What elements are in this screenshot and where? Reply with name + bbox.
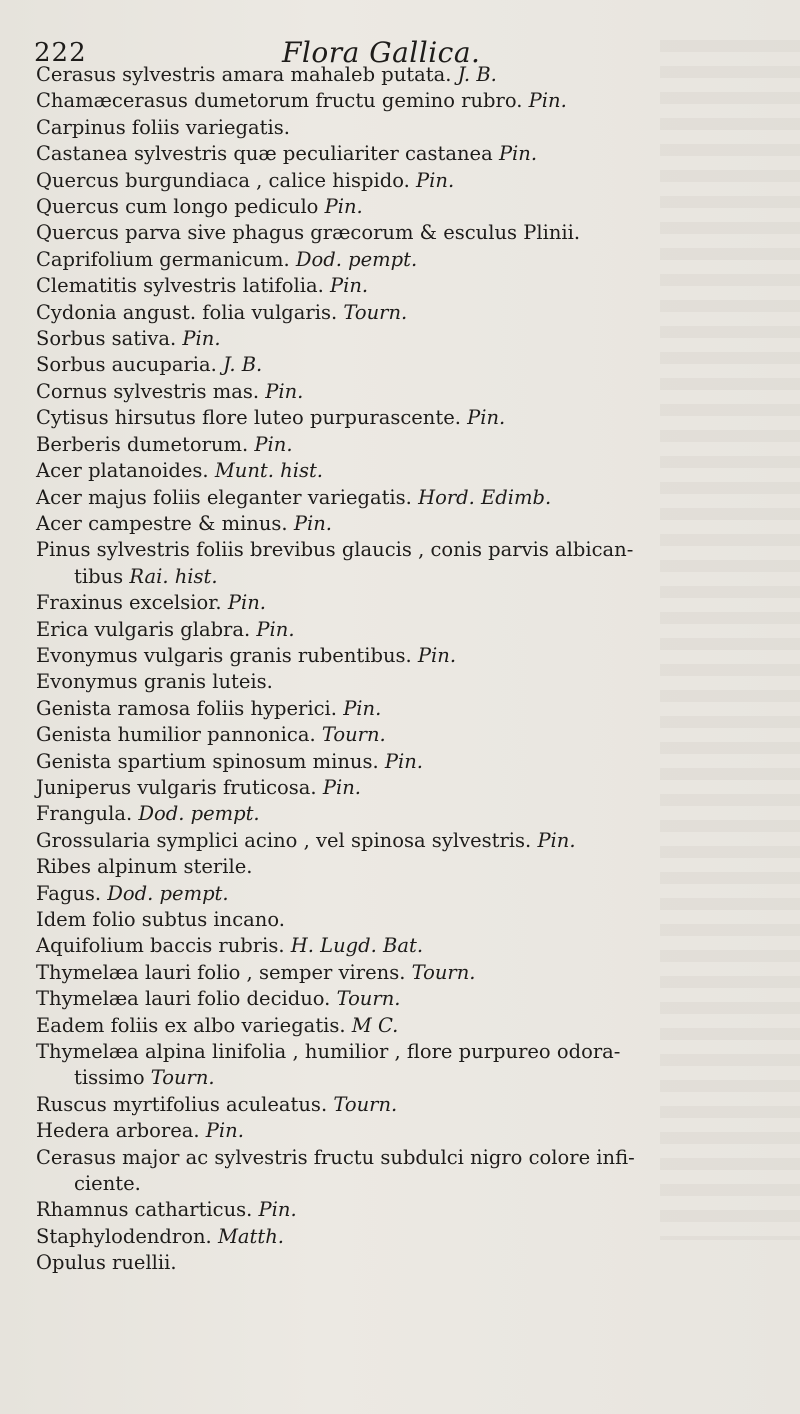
entry-text: Aquifolium baccis rubris.: [36, 934, 285, 958]
entry-authority: Pin.: [498, 142, 538, 166]
entry-authority: Pin.: [265, 379, 304, 403]
plant-entry: [36, 247, 776, 273]
entry-authority: H. Lugd. Bat.: [290, 934, 424, 958]
plant-entry: [36, 749, 776, 775]
entry-authority: Pin.: [205, 1119, 244, 1143]
entry-authority: Pin.: [343, 696, 382, 720]
plant-entry: [36, 907, 776, 933]
entry-authority: Pin.: [329, 274, 369, 298]
plant-entry: [36, 168, 776, 194]
plant-entry: [36, 88, 776, 114]
entry-text: Acer platanoides.: [36, 459, 209, 483]
entry-text: Idem folio subtus incano.: [36, 908, 285, 931]
plant-entry: [36, 1197, 776, 1223]
plant-entry: [36, 669, 776, 695]
entry-text: Evonymus granis luteis.: [36, 670, 273, 694]
entry-authority: Pin.: [227, 591, 266, 615]
entry-authority: Tourn.: [411, 960, 476, 984]
entry-text: Fraxinus excelsior.: [36, 591, 222, 615]
continuation-text: tibus: [74, 564, 124, 588]
plant-entry: [36, 1013, 776, 1039]
entry-text: Staphylodendron.: [36, 1224, 212, 1248]
entry-authority: J. B.: [457, 63, 497, 86]
entry-text: Genista spartium spinosum minus.: [36, 749, 379, 773]
plant-entry: [36, 300, 776, 326]
entry-text: Rhamnus catharticus.: [36, 1198, 253, 1222]
entry-text: Acer campestre & minus.: [36, 511, 288, 535]
entry-authority: Tourn.: [321, 723, 386, 747]
plant-entry: [36, 62, 776, 88]
plant-entry: [36, 458, 776, 484]
entry-authority: Pin.: [416, 168, 455, 192]
plant-entry: [36, 801, 776, 827]
plant-entry: [36, 405, 776, 431]
running-title: Flora Gallica.: [282, 36, 481, 69]
entry-text: Quercus parva sive phagus græcorum & esculus Plinii.: [36, 221, 581, 245]
plant-entry: [36, 722, 776, 748]
entry-authority: Tourn.: [343, 300, 408, 324]
entry-text: Grossularia symplici acino , vel spinosa sylvestris.: [36, 828, 532, 852]
plant-entry: [36, 1224, 776, 1250]
entry-authority: Matth.: [217, 1224, 284, 1248]
entry-text: Acer majus foliis eleganter variegatis.: [36, 485, 412, 509]
continuation-text: tissimo: [74, 1066, 145, 1090]
entry-authority: Pin.: [528, 89, 567, 113]
plant-entry: [36, 485, 776, 511]
plant-entry: [36, 511, 776, 537]
plant-entry: [36, 854, 776, 880]
entry-continuation: [36, 1065, 776, 1091]
entry-text: Juniperus vulgaris fruticosa.: [36, 775, 317, 799]
entry-text: Clematitis sylvestris latifolia.: [36, 274, 324, 298]
plant-entry: [36, 696, 776, 722]
entry-text: Hedera arborea.: [36, 1119, 200, 1143]
entry-text: Genista humilior pannonica.: [36, 723, 316, 747]
plant-entry: [36, 775, 776, 801]
entry-authority: M C.: [351, 1013, 399, 1037]
entry-text: Eadem foliis ex albo variegatis.: [36, 1013, 346, 1037]
entry-authority: Tourn.: [150, 1066, 215, 1090]
plant-entry: [36, 273, 776, 299]
plant-entry: [36, 828, 776, 854]
plant-entry: [36, 1092, 776, 1118]
entry-text: Opulus ruellii.: [36, 1251, 177, 1275]
plant-list: [36, 62, 776, 1277]
entry-authority: Dod. pempt.: [295, 247, 418, 271]
entry-text: Thymelæa lauri folio , semper virens.: [36, 960, 406, 984]
entry-text: Castanea sylvestris quæ peculiariter castanea: [36, 142, 493, 166]
entry-text: Carpinus foliis variegatis.: [36, 115, 290, 139]
entry-authority: Pin.: [256, 617, 295, 641]
entry-authority: Tourn.: [333, 1092, 398, 1116]
entry-text: Evonymus vulgaris granis rubentibus.: [36, 643, 412, 667]
entry-authority: Munt. hist.: [214, 459, 323, 483]
entry-text: Erica vulgaris glabra.: [36, 617, 251, 641]
entry-text: Ruscus myrtifolius aculeatus.: [36, 1092, 328, 1116]
plant-entry: [36, 1145, 776, 1198]
entry-authority: Hord. Edimb.: [418, 485, 552, 509]
entry-authority: Pin.: [258, 1198, 297, 1222]
entry-authority: Rai. hist.: [129, 564, 218, 588]
plant-entry: [36, 1118, 776, 1144]
page-number: 222: [34, 38, 87, 68]
entry-text: Frangula.: [36, 802, 133, 826]
entry-authority: J. B.: [223, 353, 263, 377]
continuation-text: ciente.: [74, 1172, 141, 1196]
entry-authority: Pin.: [322, 775, 361, 799]
entry-text: Thymelæa alpina linifolia , humilior , flore purpureo odora-: [36, 1040, 621, 1064]
entry-authority: Dod. pempt.: [107, 881, 229, 905]
plant-entry: [36, 537, 776, 590]
entry-text: Quercus burgundiaca , calice hispido.: [36, 168, 410, 192]
plant-entry: [36, 432, 776, 458]
plant-entry: [36, 960, 776, 986]
entry-authority: Pin.: [293, 511, 332, 535]
entry-authority: Pin.: [384, 749, 423, 773]
entry-text: Cytisus hirsutus flore luteo purpurascente.: [36, 406, 461, 430]
entry-continuation: [36, 564, 776, 590]
entry-text: Quercus cum longo pediculo: [36, 195, 319, 219]
plant-entry: [36, 617, 776, 643]
entry-text: Cornus sylvestris mas.: [36, 379, 260, 403]
plant-entry: [36, 352, 776, 378]
entry-authority: Pin.: [467, 406, 506, 430]
plant-entry: [36, 141, 776, 167]
plant-entry: [36, 1039, 776, 1092]
entry-continuation: [36, 1171, 776, 1197]
plant-entry: [36, 326, 776, 352]
entry-text: Chamæcerasus dumetorum fructu gemino rubro.: [36, 89, 523, 113]
entry-text: Caprifolium germanicum.: [36, 247, 290, 271]
plant-entry: [36, 881, 776, 907]
entry-text: Cydonia angust. folia vulgaris.: [36, 300, 338, 324]
entry-authority: Pin.: [254, 432, 293, 456]
plant-entry: [36, 986, 776, 1012]
entry-authority: Dod. pempt.: [138, 802, 260, 826]
entry-text: Sorbus aucuparia.: [36, 353, 217, 377]
entry-text: Ribes alpinum sterile.: [36, 855, 253, 879]
entry-authority: Pin.: [537, 828, 576, 852]
entry-authority: Pin.: [324, 195, 363, 219]
plant-entry: [36, 115, 776, 141]
plant-entry: [36, 220, 776, 246]
entry-text: Genista ramosa foliis hyperici.: [36, 696, 337, 720]
entry-text: Cerasus sylvestris amara mahaleb putata.: [36, 63, 452, 86]
entry-authority: Pin.: [417, 643, 457, 667]
plant-entry: [36, 590, 776, 616]
entry-text: Cerasus major ac sylvestris fructu subdulci nigro colore infi-: [36, 1145, 635, 1169]
plant-entry: [36, 1250, 776, 1276]
entry-authority: Pin.: [182, 327, 221, 351]
plant-entry: [36, 643, 776, 669]
entry-text: Berberis dumetorum.: [36, 432, 249, 456]
entry-text: Sorbus sativa.: [36, 327, 177, 351]
plant-entry: [36, 379, 776, 405]
entry-text: Fagus.: [36, 881, 102, 905]
entry-authority: Tourn.: [336, 987, 401, 1011]
plant-entry: [36, 933, 776, 959]
entry-text: Pinus sylvestris foliis brevibus glaucis , conis parvis albican-: [36, 538, 634, 562]
entry-text: Thymelæa lauri folio deciduo.: [36, 987, 331, 1011]
plant-entry: [36, 194, 776, 220]
